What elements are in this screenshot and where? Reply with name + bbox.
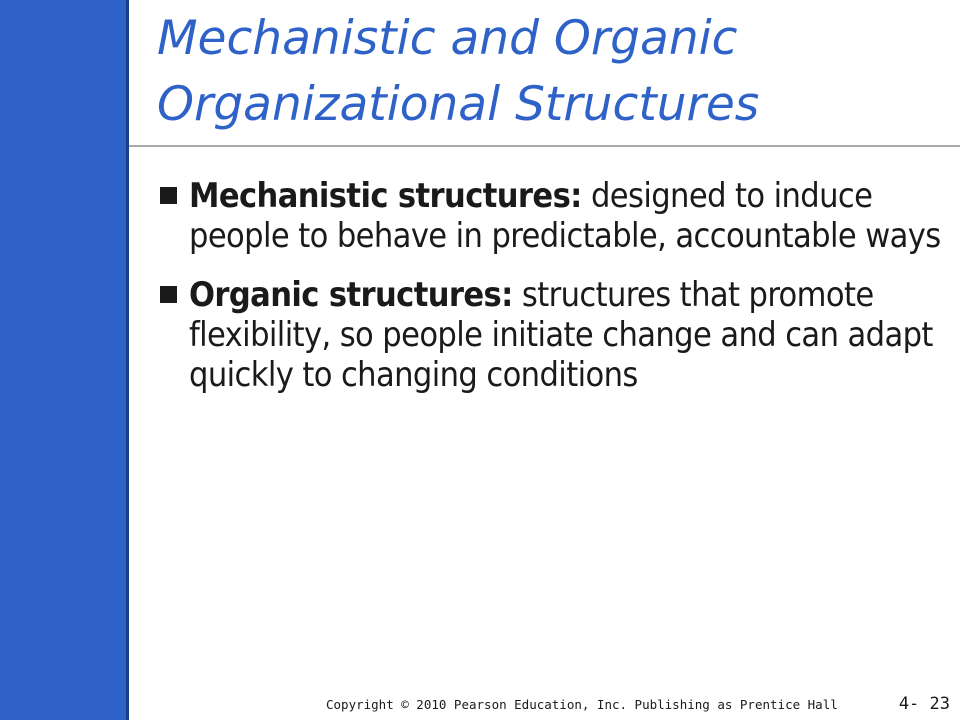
bullet-mechanistic	[160, 176, 950, 256]
square-bullet-icon	[160, 286, 177, 303]
slide-title	[157, 6, 947, 138]
bullet-text: designed to induce people to behave in predictable, accountable ways	[189, 176, 941, 256]
bullet-organic	[160, 275, 950, 395]
bullet-term: Mechanistic structures:	[189, 176, 582, 216]
bullet-list	[160, 176, 950, 414]
slide-title-line-1: Mechanistic and Organic	[157, 11, 738, 66]
copyright-footer: Copyright © 2010 Pearson Education, Inc. Publishing as Prentice Hall	[326, 697, 838, 712]
bullet-term: Organic structures:	[189, 275, 513, 315]
side-bar-edge	[126, 0, 129, 720]
bullet-text: structures that promote flexibility, so people initiate change and can adapt quickly to changing conditions	[189, 275, 933, 395]
slide-number: 4- 23	[898, 694, 950, 714]
side-accent-bar	[0, 0, 126, 720]
square-bullet-icon	[160, 187, 177, 204]
title-divider	[129, 145, 960, 147]
slide-title-line-2: Organizational Structures	[157, 77, 760, 132]
